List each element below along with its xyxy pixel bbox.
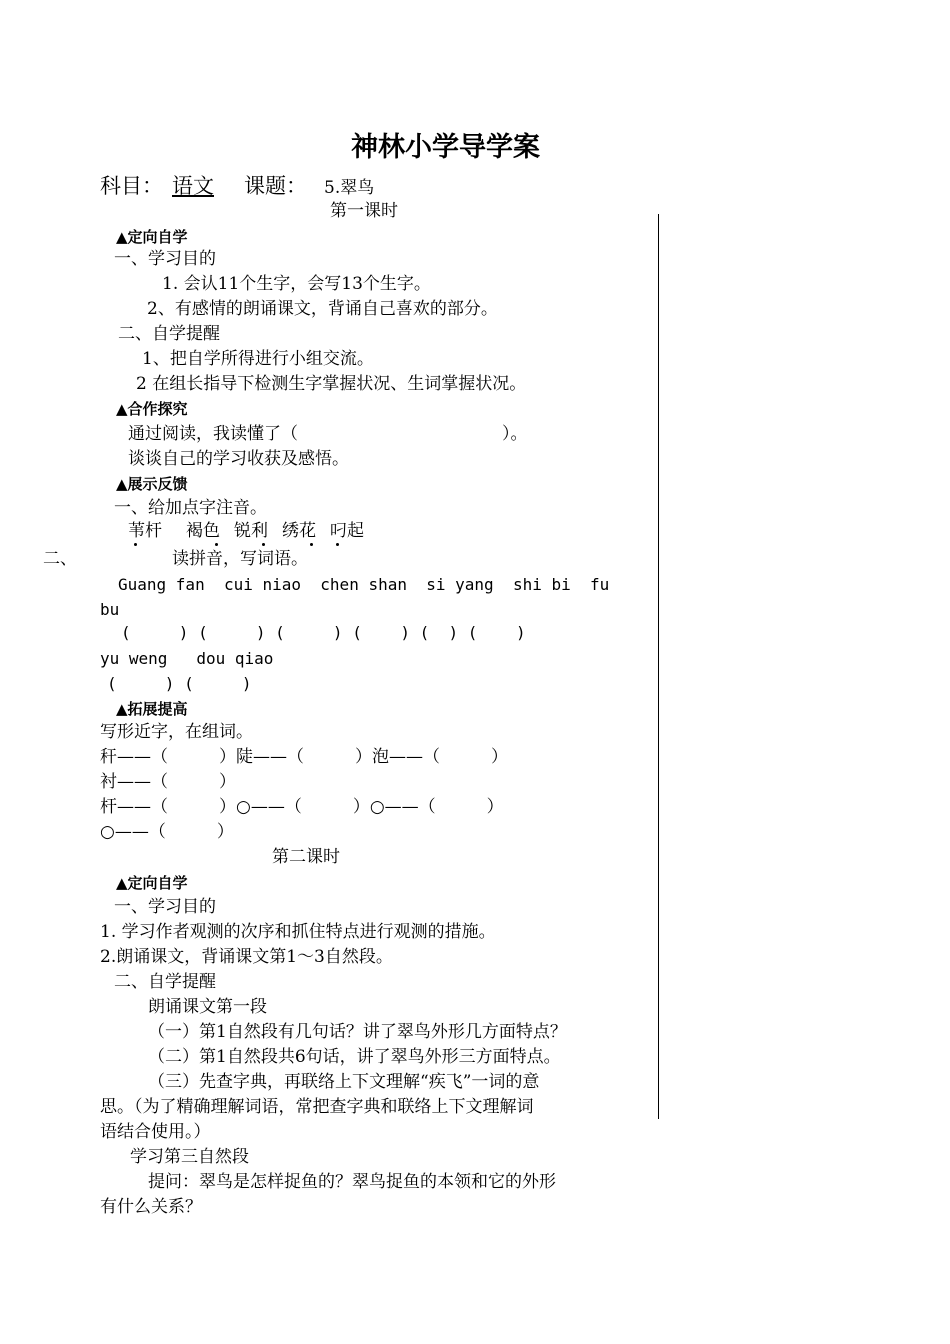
pinyin-row-1: Guang fan cui niao chen shan si yang shi bi fu (118, 575, 610, 594)
extension-intro: 写形近字，在组词。 (100, 722, 253, 742)
word-3: 锐利 (234, 521, 268, 541)
extension-line-1: 秆——（ ）陡——（ ）泡——（ ） (100, 747, 508, 767)
topic-label: 课题： (244, 174, 307, 198)
lesson2-tips-heading: 二、自学提醒 (114, 972, 216, 992)
lesson1-goal-1: 1. 会认11个生字，会写13个生字。 (162, 274, 431, 294)
lesson2-read-paragraph-3: 学习第三自然段 (130, 1147, 249, 1167)
emphasis-dot (262, 543, 265, 546)
lesson1-title: 第一课时 (330, 201, 398, 221)
lesson2-question-3: （三）先查字典，再联络上下文理解“疾飞”一词的意 (148, 1072, 540, 1092)
lesson2-question-1: （一）第1自然段有几句话？讲了翠鸟外形几方面特点？ (148, 1022, 567, 1042)
lesson2-goal-2: 2.朗诵课文，背诵课文第1～3自然段。 (100, 947, 393, 967)
pinyin-row-1-cont: bu (100, 600, 120, 619)
lesson1-section-feedback: ▲展示反馈 (116, 475, 188, 493)
emphasis-dot (310, 543, 313, 546)
lesson2-ask-cont: 有什么关系？ (100, 1197, 202, 1217)
feedback-item-2-number: 二、 (43, 549, 77, 569)
topic-value: 5.翠鸟 (324, 178, 375, 198)
margin-rule (658, 214, 659, 1119)
lesson1-tips-heading: 二、自学提醒 (118, 324, 220, 344)
lesson2-question-3-end: 语结合使用。） (100, 1122, 211, 1142)
lesson2-goals-heading: 一、学习目的 (114, 897, 216, 917)
word-5: 叼起 (330, 521, 364, 541)
lesson1-section-self-study: ▲定向自学 (116, 228, 188, 246)
coop-line-1: 通过阅读，我读懂了（ ）。 (128, 424, 528, 444)
lesson2-question-2: （二）第1自然段共6句话，讲了翠鸟外形三方面特点。 (148, 1047, 561, 1067)
lesson2-goal-1: 1. 学习作者观测的次序和抓住特点进行观测的措施。 (100, 922, 496, 942)
lesson2-title: 第二课时 (272, 847, 340, 867)
pinyin-row-2: yu weng dou qiao (100, 649, 274, 668)
coop-line-2: 谈谈自己的学习收获及感悟。 (128, 449, 349, 469)
lesson1-section-cooperate: ▲合作探究 (116, 400, 188, 418)
emphasis-dot (215, 543, 218, 546)
lesson2-section-self-study: ▲定向自学 (116, 874, 188, 892)
page-title: 神林小学导学案 (351, 132, 540, 163)
emphasis-dot (336, 543, 339, 546)
lesson2-read-paragraph-1: 朗诵课文第一段 (148, 997, 267, 1017)
lesson1-tip-1: 1、把自学所得进行小组交流。 (142, 349, 374, 369)
word-4: 绣花 (282, 521, 316, 541)
word-2: 褐色 (186, 521, 220, 541)
extension-line-3: 杆——（ ）○——（ ）○——（ ） (100, 797, 504, 817)
extension-line-2: 衬——（ ） (100, 772, 236, 792)
lesson1-goals-heading: 一、学习目的 (114, 249, 216, 269)
feedback-item-2: 读拼音，写词语。 (172, 549, 308, 569)
extension-line-4: ○——（ ） (100, 822, 234, 842)
feedback-item-1: 一、给加点字注音。 (114, 498, 267, 518)
answer-brackets-row-1: ( ) ( ) ( ) ( ) ( ) ( ) (121, 623, 526, 642)
lesson1-tip-2: 2 在组长指导下检测生字掌握状况、生词掌握状况。 (136, 374, 527, 394)
lesson1-goal-2: 2、有感情的朗诵课文，背诵自己喜欢的部分。 (147, 299, 498, 319)
subject-value: 语文 (172, 174, 214, 198)
answer-brackets-row-2: ( ) ( ) (107, 674, 252, 693)
subject-label: 科目： (100, 174, 163, 198)
lesson1-section-extension: ▲拓展提高 (116, 700, 188, 718)
word-1: 苇杆 (128, 521, 162, 541)
lesson2-ask: 提问：翠鸟是怎样捉鱼的？翠鸟捉鱼的本领和它的外形 (148, 1172, 556, 1192)
lesson2-question-3-cont: 思。（为了精确理解词语，常把查字典和联络上下文理解词 (100, 1097, 534, 1117)
emphasis-dot (134, 543, 137, 546)
